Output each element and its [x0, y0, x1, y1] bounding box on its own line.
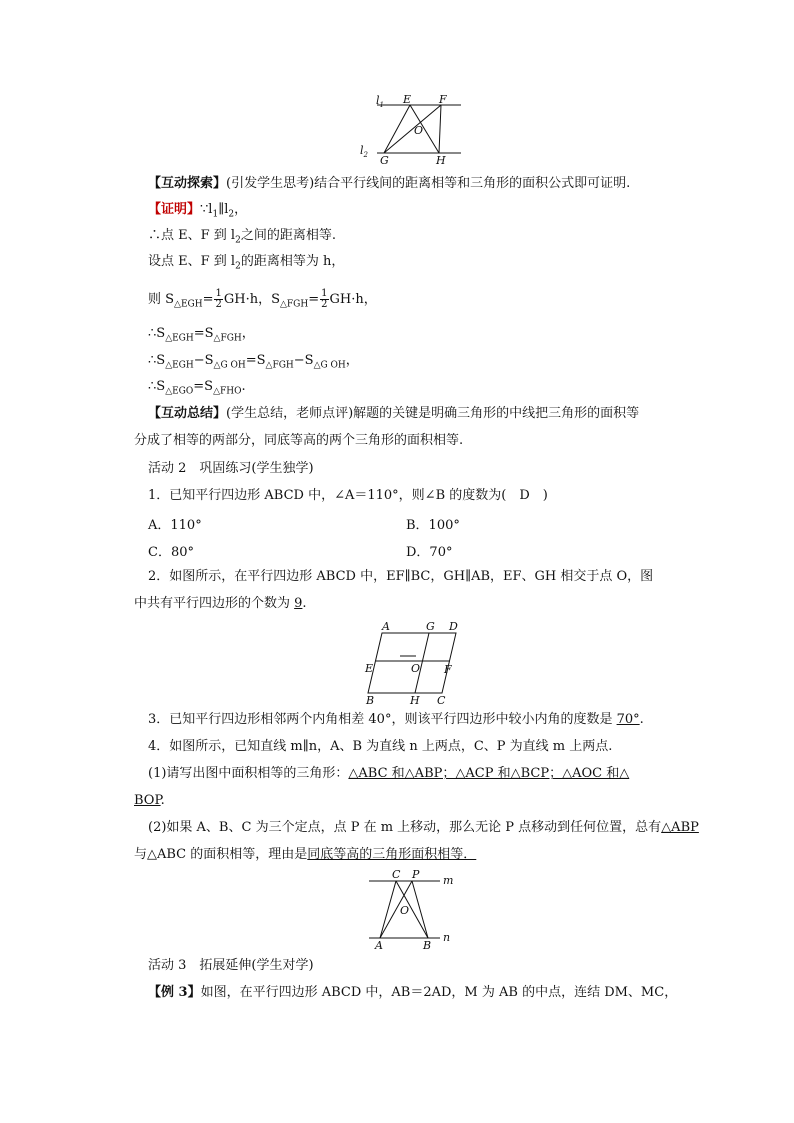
- label-O: O: [414, 124, 424, 137]
- q1-option-b: B．100°: [406, 518, 460, 533]
- q2-line-1: 2．如图所示，在平行四边形 ABCD 中，EF∥BC，GH∥AB，EF、GH 相交于点 O，图: [148, 569, 654, 584]
- q2-line-2: 中共有平行四边形的个数为 9.: [134, 596, 307, 611]
- q4-part1-line-2: BOP.: [134, 793, 165, 808]
- figure-parallelogram-grid: [360, 620, 470, 705]
- explore-tag: 【互动探索】: [148, 176, 227, 191]
- label-H: H: [436, 154, 446, 167]
- proof-line-6: $\therefore S_{\triangle EGH}-S_{\triangle G OH}=S_{\triangle FGH}-S_{\triangle G OH}$，: [148, 353, 359, 371]
- activity-3-heading: 活动 3 拓展延伸(学生对学): [148, 958, 314, 973]
- proof-line-3: 设点 E、F 到 $l_2$的距离相等为 h，: [148, 254, 345, 272]
- label-l2: $l_2$: [360, 144, 368, 159]
- example-3-tag: 【例 3】: [148, 985, 201, 1000]
- fig2-label-A: A: [382, 620, 390, 633]
- q1-option-d: D．70°: [406, 545, 453, 560]
- fig2-label-O: O: [411, 662, 421, 675]
- fig3-label-C: C: [392, 868, 401, 881]
- q2-answer: 9: [294, 596, 303, 611]
- proof-line-5: $\therefore S_{\triangle EGH}=S_{\triangle FGH}$，: [148, 326, 255, 344]
- label-G: G: [380, 154, 389, 167]
- example-3-line: 【例 3】如图，在平行四边形 ABCD 中，AB＝2AD，M 为 AB 的中点，连结 DM、MC，: [148, 985, 678, 1000]
- proof-tag: 【证明】: [148, 202, 201, 217]
- q4-part2-answer-2: 同底等高的三角形面积相等．: [307, 847, 477, 862]
- figure-parallel-lines-mn: [366, 868, 466, 953]
- label-F: F: [439, 93, 447, 106]
- fig2-label-B: B: [366, 694, 375, 707]
- fig2-label-F: F: [444, 663, 452, 676]
- proof-line-1: 【证明】$\because l_1\parallel l_2$，: [148, 202, 248, 220]
- fraction-half: $\frac{1}{2}$: [215, 288, 222, 310]
- proof-line-4: 则 $S_{\triangle EGH}=$ $\frac{1}{2}$ GH·h，$S_{\triangle FGH}=$ $\frac{1}{2}$ GH·h，: [148, 288, 377, 310]
- q4-part2-answer-1: △ABP: [661, 820, 699, 835]
- summary-tag: 【互动总结】: [148, 406, 227, 421]
- fig2-label-D: D: [449, 620, 458, 633]
- label-E: E: [403, 93, 412, 106]
- fig2-label-E: E: [365, 662, 374, 675]
- fig2-label-G: G: [426, 620, 435, 633]
- summary-line-2: 分成了相等的两部分，同底等高的两个三角形的面积相等.: [134, 433, 464, 448]
- fig3-label-n: n: [443, 931, 451, 944]
- fig3-label-B: B: [423, 939, 432, 952]
- figure-parallel-lines-efgh: [355, 92, 470, 167]
- summary-line-1: 【互动总结】(学生总结，老师点评)解题的关键是明确三角形的中线把三角形的面积等: [148, 406, 640, 421]
- fig3-label-P: P: [412, 868, 420, 881]
- label-l1: $l_1$: [376, 94, 384, 109]
- fig2-label-H: H: [410, 694, 420, 707]
- q1-stem: 1．已知平行四边形 ABCD 中，∠A＝110°，则∠B 的度数为( D ): [148, 488, 548, 503]
- activity-2-heading: 活动 2 巩固练习(学生独学): [148, 461, 314, 476]
- fig3-label-A: A: [375, 939, 383, 952]
- q4-part2-line-1: (2)如果 A、B、C 为三个定点，点 P 在 m 上移动，那么无论 P 点移动到任何位置，总有△ABP: [148, 820, 699, 835]
- explore-text: (引发学生思考)结合平行线间的距离相等和三角形的面积公式即可证明.: [226, 176, 631, 191]
- q1-option-a: A．110°: [148, 518, 202, 533]
- q4-part1-line-1: (1)请写出图中面积相等的三角形：△ABC 和△ABP；△ACP 和△BCP；△AOC 和△: [148, 766, 630, 781]
- fig3-label-m: m: [443, 874, 454, 887]
- q4-part1-answer: △ABC 和△ABP；△ACP 和△BCP；△AOC 和△: [348, 766, 630, 781]
- q3-line: 3．已知平行四边形相邻两个内角相差 40°，则该平行四边形中较小内角的度数是 70°.: [148, 712, 644, 727]
- q4-stem: 4．如图所示，已知直线 m∥n，A、B 为直线 n 上两点，C、P 为直线 m 上两点.: [148, 739, 613, 754]
- fraction-half-2: $\frac{1}{2}$: [321, 288, 328, 310]
- q3-answer: 70°: [616, 712, 640, 727]
- q4-part2-line-2: 与△ABC 的面积相等，理由是同底等高的三角形面积相等．: [134, 847, 477, 862]
- q1-option-c: C．80°: [148, 545, 194, 560]
- proof-line-2: ∴点 E、F 到 $l_2$之间的距离相等.: [148, 228, 336, 246]
- fig2-label-C: C: [437, 694, 446, 707]
- explore-line: [148, 175, 630, 193]
- proof-line-7: $\therefore S_{\triangle EGO}=S_{\triangle FHO}$.: [148, 379, 246, 397]
- fig3-label-O: O: [400, 904, 410, 917]
